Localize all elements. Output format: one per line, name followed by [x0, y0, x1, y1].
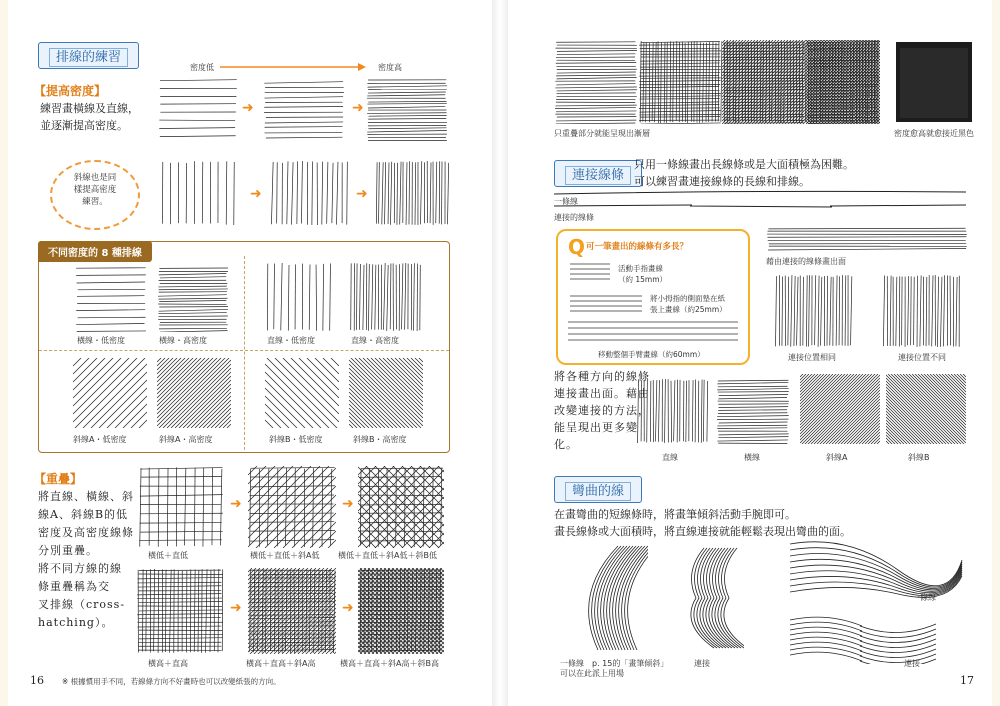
curve-one-line-drawing — [568, 544, 648, 654]
connected-area-caption: 藉由連接的線條畫出面 — [766, 257, 846, 266]
page-number-right: 17 — [960, 674, 974, 687]
eight-hatch-types-panel — [38, 241, 450, 453]
crosshatch-hva-high — [248, 568, 336, 654]
curve-label: 連接 — [694, 659, 710, 668]
overlap-label: 橫低＋直低＋斜A低＋斜B低 — [338, 551, 437, 560]
left-page — [8, 0, 492, 706]
crosshatch-hvab-high — [358, 568, 444, 654]
pinky-line-text: 將小拇指的側面墊在紙 張上畫線（約25mm） — [650, 294, 727, 314]
panel-label: 橫線・低密度 — [77, 336, 125, 345]
diff-position-swatch — [882, 274, 962, 348]
book-spine — [492, 0, 508, 706]
overlap-label: 橫高＋直高＋斜A高＋斜B高 — [340, 659, 439, 668]
curve-label: 一條線 — [912, 593, 936, 602]
crosshatch-hva-low — [248, 466, 336, 548]
dir-diagonal-b-swatch — [886, 374, 966, 444]
overlap-heading: 【重疊】 — [34, 472, 83, 486]
arrow-icon: ➜ — [342, 496, 354, 512]
arrow-icon: ➜ — [342, 600, 354, 616]
density-high-label: 密度高 — [378, 63, 402, 72]
arrow-icon: ➜ — [352, 100, 364, 116]
overlap-text: 將直線、橫線、斜 線A、斜線B的低 密度及高密度線條 分別重疊。 將不同方線的線 條重疊稱為交 叉排線（cross- hatching）。 — [38, 490, 134, 629]
gradient-step-2 — [638, 40, 722, 124]
medium-lines — [568, 293, 644, 315]
gradient-step-1 — [554, 40, 638, 124]
connected-line-label: 連接的線條 — [554, 213, 594, 222]
diagonal-a-high-swatch — [157, 358, 231, 428]
q-icon: Q — [568, 235, 586, 259]
curved-lines-text: 在畫彎曲的短線條時，將畫筆傾斜活動手腕即可。 畫長線條或大面積時，將直線連接就能輕鬆表現出彎曲的面。 — [554, 508, 851, 538]
same-position-swatch — [774, 274, 854, 348]
vertical-hatch-mid — [270, 160, 350, 226]
question-box — [556, 229, 750, 365]
dir-label: 直線 — [662, 453, 678, 462]
gradient-caption: 只重疊部分就能呈現出漸層 — [554, 129, 650, 138]
vertical-hatch-low — [160, 160, 240, 226]
long-lines — [566, 319, 742, 345]
dir-horizontal-swatch — [716, 378, 790, 444]
question-title: 可一筆畫出的線條有多長？ — [586, 242, 689, 252]
overlap-label: 橫低＋直低 — [148, 551, 188, 560]
arrow-icon: ➜ — [230, 496, 242, 512]
connecting-lines-text: 只用一條線畫出長線條或是大面積極為困難。 可以練習畫連接線條的長線和排線。 — [634, 158, 854, 188]
panel-divider-v — [244, 256, 245, 450]
arrow-icon: ➜ — [242, 100, 254, 116]
vertical-high-swatch — [349, 262, 421, 332]
finger-line-text: 活動手指畫線 （約 15mm） — [618, 264, 668, 284]
density-arrow — [218, 62, 368, 72]
vertical-low-swatch — [265, 262, 335, 332]
diagonal-b-low-swatch — [265, 358, 339, 428]
arrow-icon: ➜ — [250, 186, 262, 202]
crosshatch-hvab-low — [358, 466, 444, 548]
panel-label: 直線・高密度 — [351, 336, 399, 345]
dir-label: 斜線B — [908, 453, 930, 462]
section-title-connecting-lines: 連接線條 — [554, 160, 642, 187]
wave-one-line-drawing — [788, 540, 964, 606]
gradient-step-4 — [806, 40, 880, 124]
direction-text: 將各種方向的線條 連接畫出面。藉由 改變連接的方法， 能呈現出更多變 化。 — [554, 370, 650, 451]
short-lines — [568, 261, 614, 281]
black-caption: 密度愈高就愈接近黑色 — [894, 129, 974, 138]
raise-density-heading: 【提高密度】 — [34, 84, 107, 98]
long-lines-example — [552, 186, 968, 216]
horizontal-high-swatch — [157, 266, 229, 332]
dense-black-swatch — [894, 40, 974, 124]
density-low-label: 密度低 — [190, 63, 214, 72]
overlap-label: 橫低＋直低＋斜A低 — [250, 551, 320, 560]
vertical-hatch-high — [374, 160, 450, 226]
overlap-label: 橫高＋直高 — [148, 659, 188, 668]
dir-vertical-swatch — [636, 378, 708, 444]
diagonal-tip-text: 斜線也是同 樣提高密度 練習。 — [73, 173, 117, 207]
panel-label: 斜線A・高密度 — [159, 435, 213, 444]
curve-label: 連接 — [904, 659, 920, 668]
section-title-curved-lines: 彎曲的線 — [554, 476, 642, 503]
connected-area-swatch — [766, 226, 968, 252]
footnote: ※ 根據慣用手不同，若線條方向不好畫時也可以改變紙張的方向。 — [62, 677, 281, 686]
panel-title: 不同密度的 8 種排線 — [38, 241, 152, 262]
page-number-left: 16 — [30, 674, 44, 687]
dir-label: 斜線A — [826, 453, 848, 462]
horizontal-hatch-mid — [263, 80, 345, 142]
crosshatch-hv-high — [136, 568, 224, 654]
crosshatch-hv-low — [138, 466, 224, 548]
diff-position-label: 連接位置不同 — [898, 353, 946, 362]
dir-diagonal-a-swatch — [800, 374, 880, 444]
dir-label: 橫線 — [744, 453, 760, 462]
raise-density-text: 練習畫橫線及直線， 並逐漸提高密度。 — [40, 102, 139, 132]
arrow-icon: ➜ — [356, 186, 368, 202]
diagonal-a-low-swatch — [73, 358, 147, 428]
panel-label: 直線・低密度 — [267, 336, 315, 345]
overlap-label: 橫高＋直高＋斜A高 — [246, 659, 316, 668]
gradient-step-3 — [722, 40, 806, 124]
panel-label: 斜線B・高密度 — [353, 435, 407, 444]
panel-label: 斜線B・低密度 — [269, 435, 323, 444]
curve-connected-drawing — [674, 546, 744, 650]
diagonal-b-high-swatch — [349, 358, 423, 428]
arm-line-text: 移動整個手臂畫線（約60mm） — [598, 350, 705, 359]
same-position-label: 連接位置相同 — [788, 353, 836, 362]
panel-label: 斜線A・低密度 — [73, 435, 127, 444]
horizontal-hatch-high — [366, 78, 448, 142]
curve-label: 可以在此派上用場 — [560, 669, 624, 678]
section-title-hatching-practice: 排線的練習 — [38, 42, 139, 69]
curve-label: 一條線 p. 15的「畫筆傾斜」 — [560, 659, 669, 668]
horizontal-hatch-low — [158, 78, 238, 140]
horizontal-low-swatch — [75, 266, 147, 332]
panel-label: 橫線・高密度 — [159, 336, 207, 345]
arrow-icon: ➜ — [230, 600, 242, 616]
one-line-label: 一條線 — [554, 197, 578, 206]
right-page — [508, 0, 992, 706]
wave-connected-drawing — [788, 614, 938, 664]
